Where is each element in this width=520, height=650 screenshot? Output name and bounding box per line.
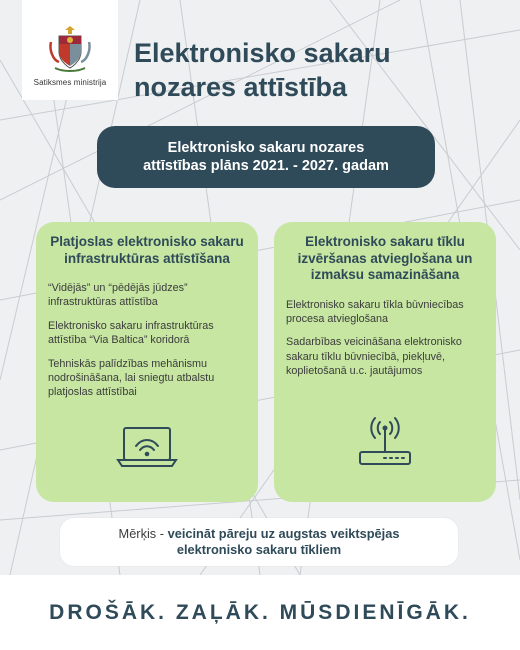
latvia-coat-of-arms-icon — [45, 22, 95, 74]
card-broadband-item: Tehniskās palīdzības mehānismu nodrošināšana, lai sniegtu atbalstu platjoslas attīstībai — [48, 357, 215, 399]
card-network-deployment — [274, 222, 496, 502]
goal-box — [60, 518, 458, 566]
card-broadband-title: Platjoslas elektronisko sakaru infrastruktūras attīstīšana — [50, 234, 244, 266]
card-broadband — [36, 222, 258, 502]
goal-text-part2: elektronisko sakaru tīkliem — [176, 542, 342, 557]
card-network-title: Elektronisko sakaru tīklu izvēršanas atvieglošana un izmaksu samazināšana — [297, 234, 473, 282]
card-network-item: Sadarbības veicināšana elektronisko sakaru tīklu būvniecībā, piekļuvē, koplietošanā u.c. jautājumos — [286, 336, 462, 378]
card-broadband-item: “Vidējās” un “pēdējās jūdzes” infrastruktūras attīstība — [48, 282, 188, 309]
page-title-line1: Elektronisko sakaru — [134, 38, 391, 68]
footer-slogan: DROŠĀK. ZAĻĀK. MŪSDIENĪGĀK. — [49, 600, 471, 624]
plan-banner — [97, 126, 435, 188]
card-broadband-item: Elektronisko sakaru infrastruktūras attīstība “Via Baltica” koridorā — [48, 319, 214, 347]
ministry-logo — [22, 0, 118, 100]
plan-line1: Elektronisko sakaru nozares — [167, 140, 365, 156]
router-signal-icon — [354, 412, 416, 470]
card-network-item: Elektronisko sakaru tīkla būvniecības procesa atvieglošana — [286, 298, 464, 325]
ministry-name: Satiksmes ministrija — [33, 77, 107, 87]
footer — [0, 575, 520, 650]
goal-label: Mērķis - — [118, 526, 165, 541]
page-title — [134, 36, 494, 104]
page-title-line2: nozares attīstība — [134, 72, 348, 102]
plan-line2: attīstības plāns 2021. - 2027. gadam — [143, 158, 389, 174]
laptop-wifi-icon — [116, 424, 178, 470]
goal-text-part1: veicināt pāreju uz augstas veiktspējas — [167, 526, 400, 541]
